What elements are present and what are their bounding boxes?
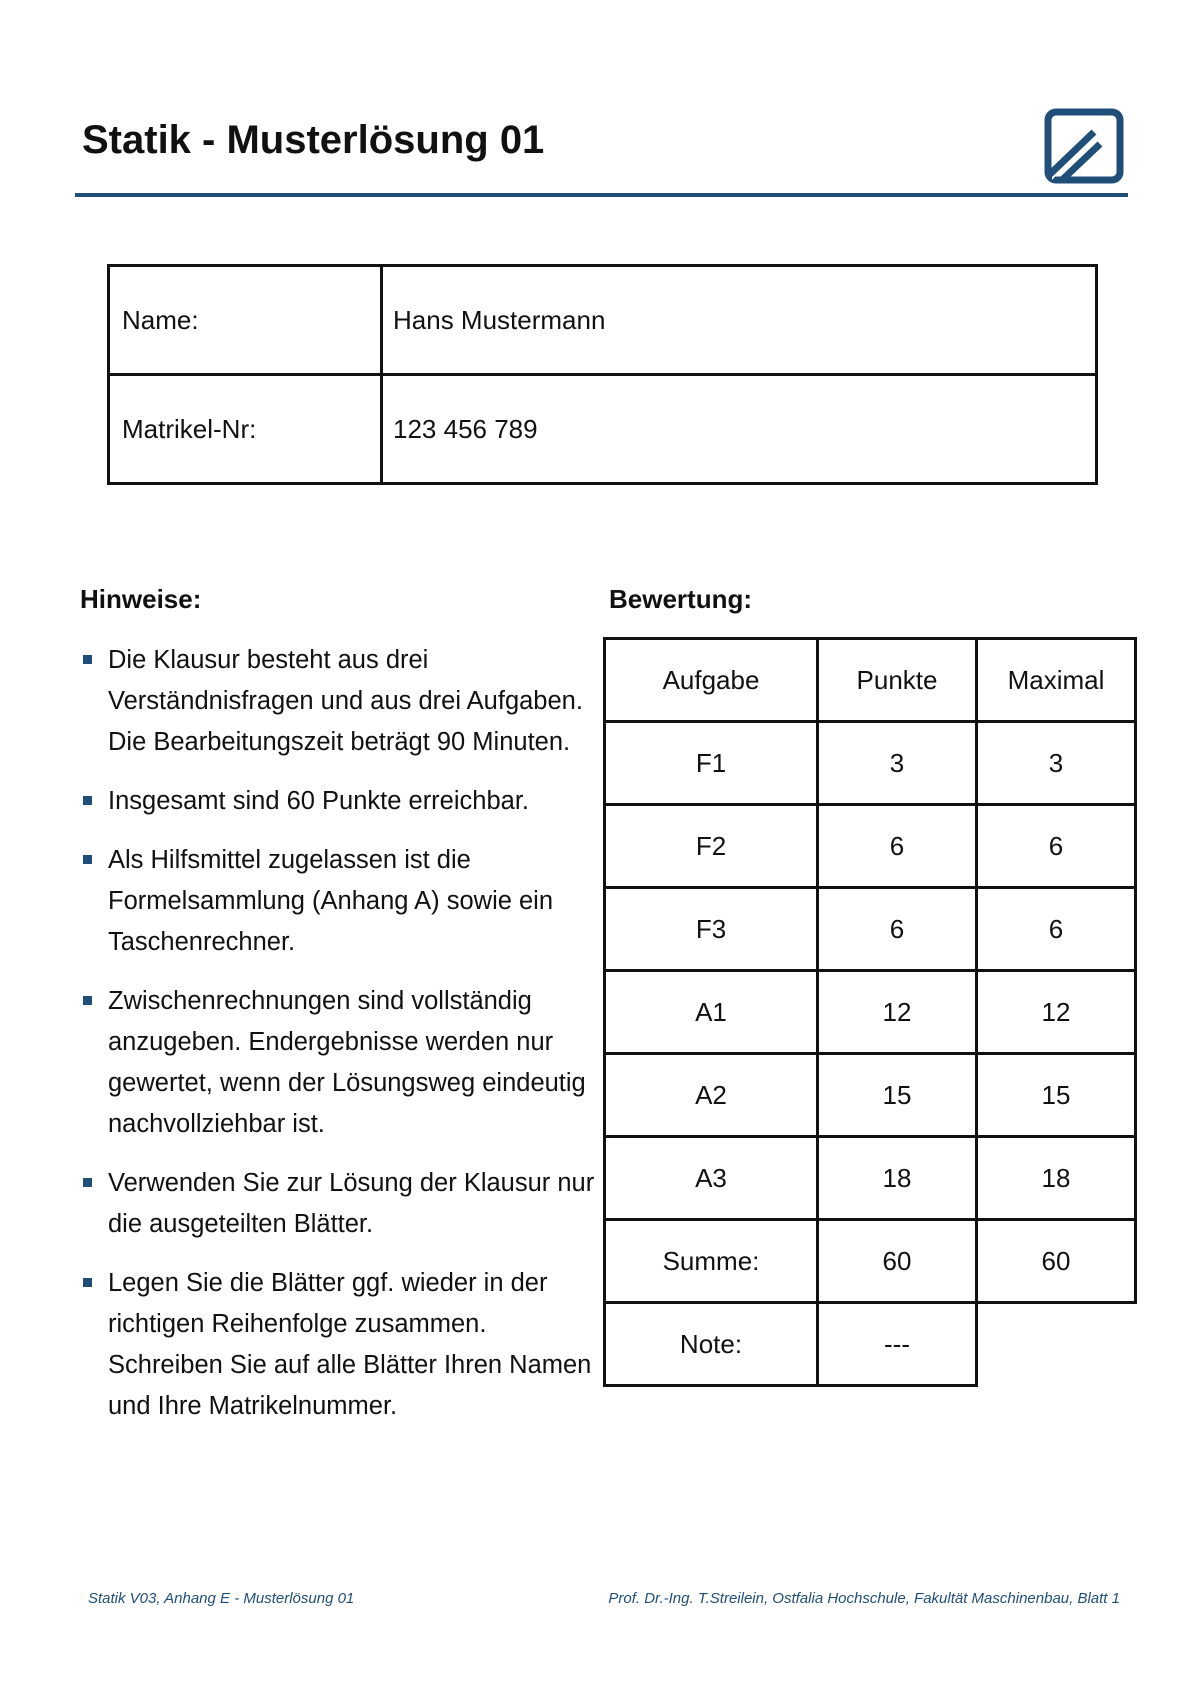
list-item: Die Klausur besteht aus drei Verständnisfragen und aus drei Aufgaben. Die Bearbeitungszeit beträgt 90 Minuten.: [80, 640, 600, 763]
table-header-row: [605, 639, 1136, 722]
table-row: [605, 1137, 1136, 1220]
table-row: [605, 888, 1136, 971]
hinweise-heading: Hinweise:: [80, 584, 202, 614]
max-cell: 15: [977, 1054, 1136, 1137]
table-row: [109, 266, 1097, 375]
max-cell: 18: [977, 1137, 1136, 1220]
bullet-icon: [83, 796, 92, 805]
bullet-icon: [83, 655, 92, 664]
max-cell: 3: [977, 722, 1136, 805]
column-header: Maximal: [977, 639, 1136, 722]
ostfalia-logo-icon: [1044, 108, 1124, 184]
student-info-table: [107, 264, 1098, 485]
grade-label: Note:: [605, 1303, 818, 1386]
points-cell: 12: [818, 971, 977, 1054]
bullet-icon: [83, 1278, 92, 1287]
hinweise-list: [80, 640, 600, 1445]
table-row-sum: [605, 1220, 1136, 1303]
matrikel-label: Matrikel-Nr:: [109, 375, 382, 484]
bullet-icon: [83, 1178, 92, 1187]
footer-right-text: Prof. Dr.-Ing. T.Streilein, Ostfalia Hochschule, Fakultät Maschinenbau, Blatt 1: [608, 1590, 1120, 1607]
header-rule: [75, 193, 1128, 197]
table-row: [605, 971, 1136, 1054]
grading-table: [603, 637, 1137, 1387]
list-item: Insgesamt sind 60 Punkte erreichbar.: [80, 781, 600, 822]
task-cell: F1: [605, 722, 818, 805]
footer-left-text: Statik V03, Anhang E - Musterlösung 01: [88, 1590, 355, 1607]
list-item: Legen Sie die Blätter ggf. wieder in der richtigen Reihenfolge zusammen. Schreiben Sie auf alle Blätter Ihren Namen und Ihre Matrikelnummer.: [80, 1263, 600, 1427]
points-cell: 15: [818, 1054, 977, 1137]
column-header: Aufgabe: [605, 639, 818, 722]
task-cell: F3: [605, 888, 818, 971]
table-row: [605, 1054, 1136, 1137]
points-cell: 6: [818, 805, 977, 888]
task-cell: F2: [605, 805, 818, 888]
list-item: Verwenden Sie zur Lösung der Klausur nur die ausgeteilten Blätter.: [80, 1163, 600, 1245]
list-item: Als Hilfsmittel zugelassen ist die Formelsammlung (Anhang A) sowie ein Taschenrechner.: [80, 840, 600, 963]
sum-points-cell: 60: [818, 1220, 977, 1303]
points-cell: 6: [818, 888, 977, 971]
bewertung-heading: Bewertung:: [609, 584, 752, 614]
bullet-icon: [83, 855, 92, 864]
points-cell: 18: [818, 1137, 977, 1220]
table-row: [605, 805, 1136, 888]
table-row-grade: [605, 1303, 1136, 1386]
bullet-icon: [83, 996, 92, 1005]
name-value: Hans Mustermann: [382, 266, 1097, 375]
empty-cell: [977, 1303, 1136, 1386]
sum-max-cell: 60: [977, 1220, 1136, 1303]
task-cell: A2: [605, 1054, 818, 1137]
task-cell: A1: [605, 971, 818, 1054]
table-row: [605, 722, 1136, 805]
name-label: Name:: [109, 266, 382, 375]
matrikel-value: 123 456 789: [382, 375, 1097, 484]
max-cell: 6: [977, 888, 1136, 971]
max-cell: 6: [977, 805, 1136, 888]
list-item: Zwischenrechnungen sind vollständig anzugeben. Endergebnisse werden nur gewertet, wenn der Lösungsweg eindeutig nachvollziehbar ist.: [80, 981, 600, 1145]
max-cell: 12: [977, 971, 1136, 1054]
task-cell: A3: [605, 1137, 818, 1220]
table-row: [109, 375, 1097, 484]
sum-label: Summe:: [605, 1220, 818, 1303]
page-title: Statik - Musterlösung 01: [82, 118, 545, 162]
column-header: Punkte: [818, 639, 977, 722]
grade-value: ---: [818, 1303, 977, 1386]
points-cell: 3: [818, 722, 977, 805]
